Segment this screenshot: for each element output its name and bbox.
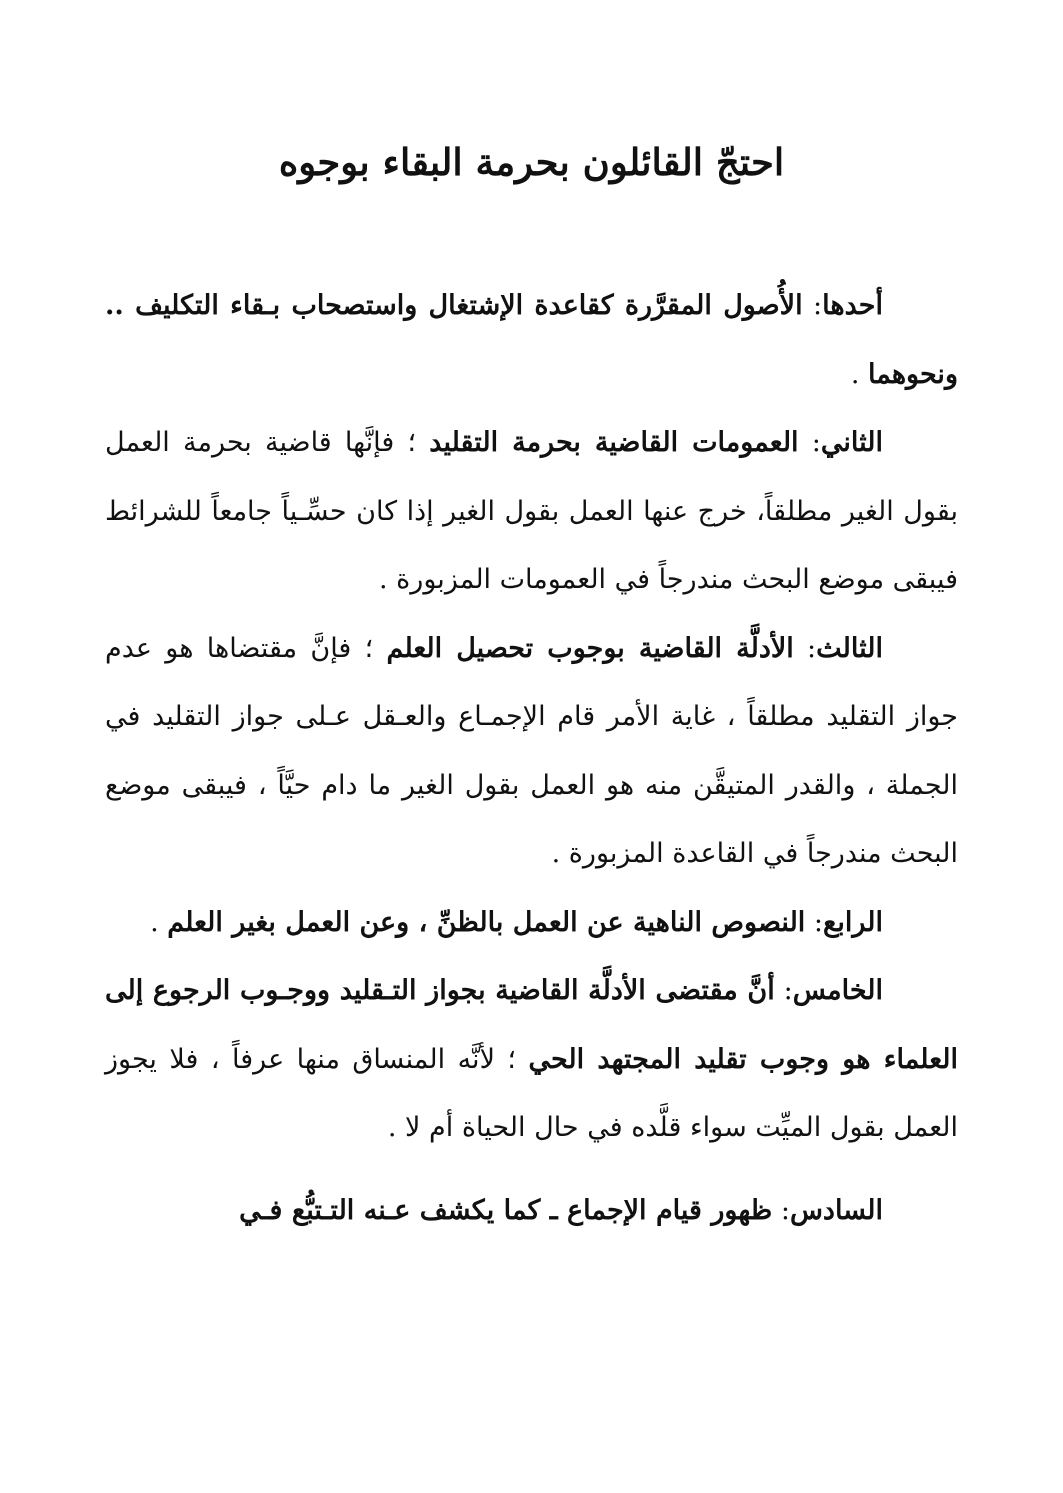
document-page xyxy=(105,0,958,1493)
argument-label: الرابع xyxy=(822,906,883,938)
argument-text: ؛ لأنَّه المنساق منها عرفاً ، فلا يجوز العمل بقول الميِّت سواء قلَّده في حال الحياة أم لا . xyxy=(105,1043,958,1143)
argument-heading: الأُصول المقرَّرة كقاعدة الإشتغال واستصحاب بـقاء التكليف .. ونحوهما xyxy=(105,290,958,390)
argument-label: الخامس xyxy=(792,975,883,1006)
argument-label: أحدها xyxy=(822,290,883,321)
argument-text: . xyxy=(150,906,168,938)
argument-label: الثاني xyxy=(820,427,883,458)
argument-text: ؛ فإنَّ مقتضاها هو عدم جواز التقليد مطلقاً ، غاية الأمر قام الإجمـاع والعـقل عـلى جواز التقليد في الجملة ، والقدر المتيقَّن منه هو العمل بقول الغير ما دام حيَّاً ، فيبقى موضع البحث مندرجاً في القاعدة المزبورة . xyxy=(105,632,958,869)
document-body xyxy=(105,272,958,1245)
argument-label: السادس xyxy=(789,1194,883,1226)
argument-text: ؛ فإنَّها قاضية بحرمة العمل بقول الغير مطلقاً، خرج عنها العمل بقول الغير إذا كان حسِّـياً جامعاً للشرائط فيبقى موضع البحث مندرجاً في العمومات المزبورة . xyxy=(105,427,958,595)
label-separator: : xyxy=(774,975,793,1006)
argument-heading: الأدلَّة القاضية بوجوب تحصيل العلم xyxy=(386,632,794,664)
paragraph-fifth-argument xyxy=(105,957,958,1163)
argument-label: الثالث xyxy=(816,632,883,664)
argument-heading: ظهور قيام الإجماع ـ كما يكشف عـنه التـتبُّع فـي xyxy=(239,1194,773,1226)
paragraph-second-argument xyxy=(105,409,958,615)
page-title: احتجّ القائلون بحرمة البقاء بوجوه xyxy=(278,140,785,184)
argument-heading: أنَّ مقتضى الأدلَّة القاضية بجواز التـقليد ووجـوب الرجوع إلى العلماء هو وجوب تقليد المجتهد الحي xyxy=(105,975,958,1075)
paragraph-sixth-argument xyxy=(105,1177,958,1246)
argument-heading: العمومات القاضية بحرمة التقليد xyxy=(429,427,799,458)
paragraph-fourth-argument xyxy=(105,889,958,958)
paragraph-third-argument xyxy=(105,615,958,889)
argument-heading: النصوص الناهية عن العمل بالظنِّ ، وعن العمل بغير العلم xyxy=(167,906,806,938)
label-separator: : xyxy=(805,906,823,938)
label-separator: : xyxy=(798,427,821,458)
label-separator: : xyxy=(802,290,823,321)
argument-text: . xyxy=(850,358,868,390)
paragraph-first-argument xyxy=(105,272,958,409)
label-separator: : xyxy=(772,1194,790,1226)
label-separator: : xyxy=(793,632,817,664)
